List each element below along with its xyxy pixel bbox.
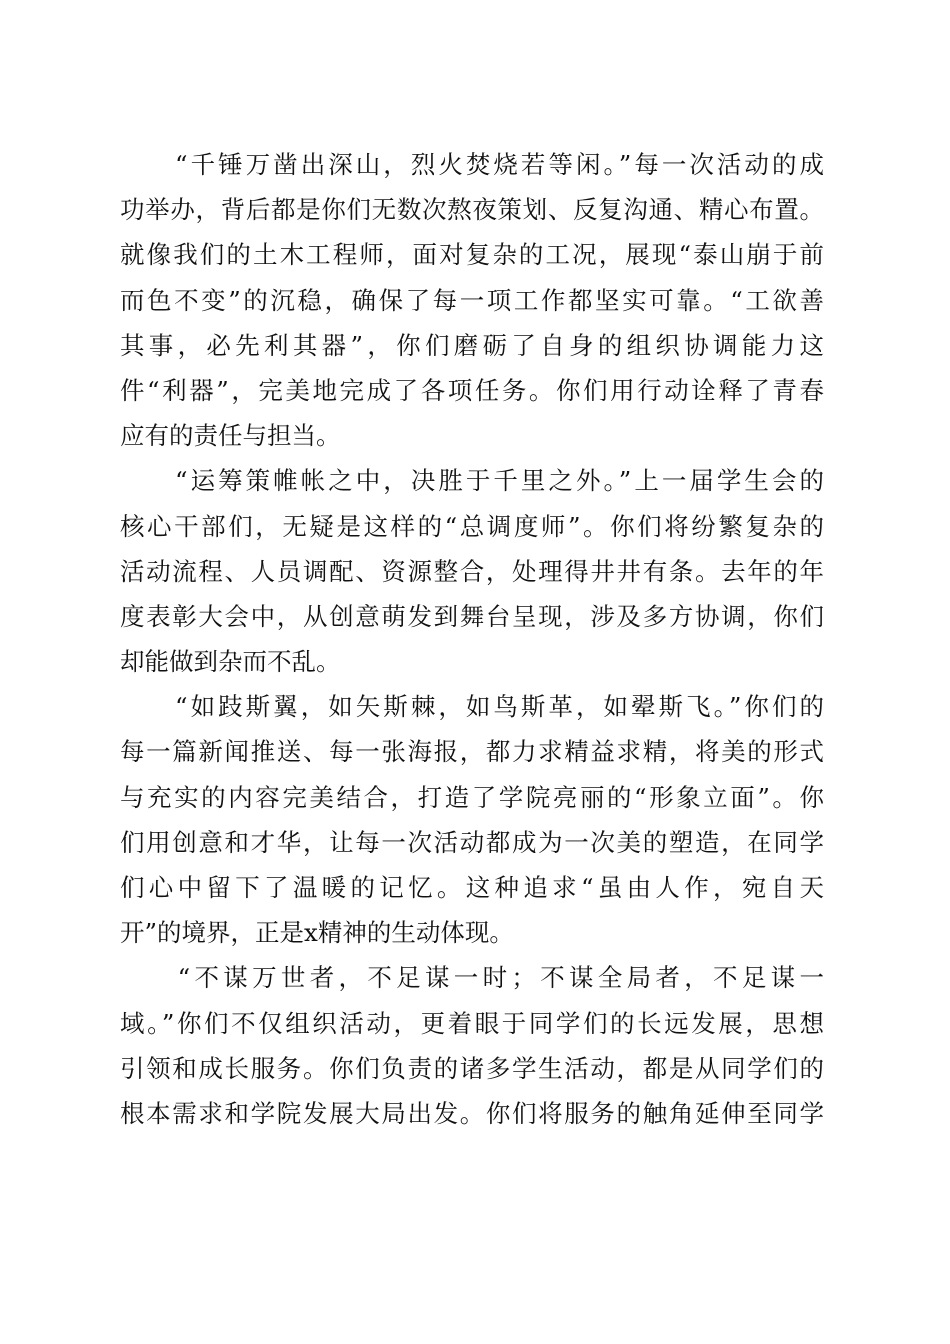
text-line: 件“利器”，完美地完成了各项任务。你们用行动诠释了青春 [120,375,824,405]
text-line: 功举办，背后都是你们无数次熬夜策划、反复沟通、精心布置。 [120,195,824,225]
text-line: “不谋万世者，不足谋一时；不谋全局者，不足谋一 [120,963,824,993]
text-line: 开”的境界，正是x精神的生动体现。 [120,918,514,948]
text-line: 们心中留下了温暖的记忆。这种追求“虽由人作，宛自天 [120,873,824,902]
text-line: 而色不变”的沉稳，确保了每一项工作都坚实可靠。“工欲善 [120,285,824,315]
paragraph-2 [120,458,824,684]
paragraph-4 [120,955,824,1136]
text-line: 核心干部们，无疑是这样的“总调度师”。你们将纷繁复杂的 [120,511,824,541]
text-line: 根本需求和学院发展大局出发。你们将服务的触角延伸至同学 [120,1098,824,1128]
text-line: “千锤万凿出深山，烈火焚烧若等闲。”每一次活动的成 [120,150,824,179]
text-line: 其事，必先利其器”，你们磨砺了自身的组织协调能力这 [120,330,824,360]
text-line: 与充实的内容完美结合，打造了学院亮丽的“形象立面”。你 [120,782,824,812]
text-line: 引领和成长服务。你们负责的诸多学生活动，都是从同学们的 [120,1053,824,1083]
paragraph-3 [120,684,824,955]
text-line: 活动流程、人员调配、资源整合，处理得井井有条。去年的年 [120,556,824,586]
text-line: 就像我们的土木工程师，面对复杂的工况，展现“泰山崩于前 [120,240,824,270]
text-line: “如跂斯翼，如矢斯棘，如鸟斯革，如翚斯飞。”你们的 [120,692,824,722]
body-text [120,142,824,1136]
text-line: 却能做到杂而不乱。 [120,647,341,677]
paragraph-1 [120,142,824,458]
text-line: 度表彰大会中，从创意萌发到舞台呈现，涉及多方协调，你们 [120,601,824,631]
text-line: 每一篇新闻推送、每一张海报，都力求精益求精，将美的形式 [120,737,824,767]
text-line: 们用创意和才华，让每一次活动都成为一次美的塑造，在同学 [120,827,824,857]
text-line: 应有的责任与担当。 [120,421,341,451]
text-line: “运筹策帷帐之中，决胜于千里之外。”上一届学生会的 [120,466,824,496]
text-line: 域。”你们不仅组织活动，更着眼于同学们的长远发展，思想 [120,1008,824,1038]
